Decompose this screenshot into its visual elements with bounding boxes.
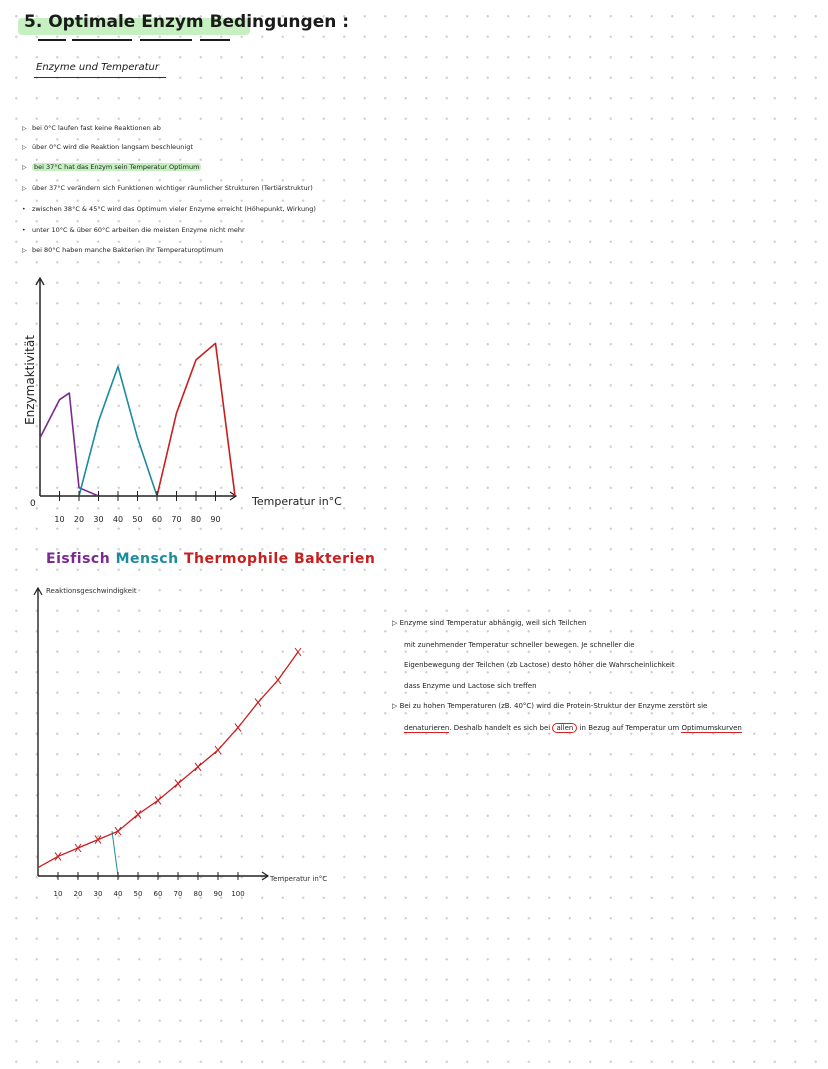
chart1-axes [36,278,236,500]
chart2-guide-line [112,831,118,876]
chart2-data-point [95,836,101,844]
chart1-tick-label: 20 [73,515,85,524]
chart1-x-label: Temperatur in°C [252,495,342,508]
chart1-series-line [40,393,99,496]
chart2-y-label: Reaktionsgeschwindigkeit [46,587,137,595]
chart1-series-line [157,343,235,496]
note-line: mit zunehmender Temperatur schneller bewegen. Je schneller die [404,641,635,649]
note-line: dass Enzyme und Lactose sich treffen [404,682,537,690]
chart1-tick-label: 80 [190,515,202,524]
chart2-data-point [75,844,81,852]
bullet-item: ▷ über 0°C wird die Reaktion langsam beschleunigt [22,143,193,151]
chart2-data-point [175,780,181,788]
note-line-last: denaturieren. Deshalb handelt es sich bei allen in Bezug auf Temperatur um Optimumskurven [404,724,742,732]
chart2-data-point [115,827,121,835]
enzyme-activity-chart [0,270,400,540]
chart2-data-point [235,724,241,732]
chart2-data-point [295,648,301,656]
chart1-series [40,343,235,496]
subtitle: Enzyme und Temperatur [36,62,159,73]
note-denatured: denaturieren [404,724,450,732]
chart2-data-point [155,796,161,804]
chart2-tick-label: 80 [193,890,203,898]
title-underline [38,39,66,41]
chart2-series-line [38,652,298,868]
chart1-ticks [54,491,220,524]
page-title: 5. Optimale Enzym Bedingungen : [24,12,350,32]
chart1-tick-label: 90 [210,515,221,524]
chart2-data-point [55,852,61,860]
title-underline [200,39,230,41]
chart2-data-point [195,763,201,771]
chart2-tick-label: 20 [73,890,83,898]
chart2-series [38,648,301,876]
bullet-item: ▷ bei 0°C laufen fast keine Reaktionen ab [22,124,161,132]
chart1-legend [46,551,375,567]
chart1-tick-label: 10 [54,515,65,524]
title-underline [72,39,132,41]
chart1-tick-label: 70 [171,515,182,524]
note-line: ▷ Bei zu hohen Temperaturen (zB. 40°C) wird die Protein-Struktur der Enzyme zerstört sie [392,702,708,710]
chart1-tick-label: 50 [132,515,143,524]
chart2-data-point [255,698,261,706]
bullet-item: • zwischen 38°C & 45°C wird das Optimum vieler Enzyme erreicht (Höhepunkt, Wirkung) [22,205,316,213]
reaction-speed-chart [0,580,400,920]
note-line: Eigenbewegung der Teilchen (zb Lactose) desto höher die Wahrscheinlichkeit [404,661,675,669]
chart2-x-label: Temperatur in°C [270,875,328,883]
bullet-item: • unter 10°C & über 60°C arbeiten die meisten Enzyme nicht mehr [22,226,245,234]
chart1-y-label: Enzymaktivität [23,335,37,425]
bullet-item: ▷ bei 37°C hat das Enzym sein Temperatur Optimum [22,163,200,171]
subtitle-underline [34,77,166,78]
note-circled-word: allen [552,723,577,733]
legend-bakterien: Thermophile Bakterien [183,551,376,567]
chart2-tick-label: 50 [133,890,143,898]
chart2-data-point [135,810,141,818]
bullet-item: ▷ über 37°C verändern sich Funktionen wichtiger räumlicher Strukturen (Tertiärstruktur) [22,184,313,192]
chart2-tick-label: 10 [53,890,63,898]
chart2-tick-label: 60 [153,890,163,898]
chart2-tick-label: 90 [213,890,223,898]
chart1-tick-label: 30 [93,515,104,524]
note-line: ▷ Enzyme sind Temperatur abhängig, weil sich Teilchen [392,619,587,627]
chart1-tick-label: 60 [151,515,163,524]
note-optimum: Optimumskurven [681,724,742,732]
chart2-data-point [215,746,221,754]
chart2-data-point [275,676,281,684]
chart1-tick-label: 40 [112,515,124,524]
title-underline [140,39,192,41]
bullet-item: ▷ bei 80°C haben manche Bakterien ihr Temperaturoptimum [22,246,224,254]
chart2-tick-label: 100 [231,890,245,898]
chart1-origin-label: 0 [30,499,36,509]
chart2-tick-label: 70 [173,890,183,898]
legend-mensch: Mensch [115,551,179,567]
chart2-tick-label: 40 [113,890,123,898]
chart1-series-line [79,367,157,497]
chart2-tick-label: 30 [93,890,103,898]
legend-eisfisch: Eisfisch [46,551,111,567]
